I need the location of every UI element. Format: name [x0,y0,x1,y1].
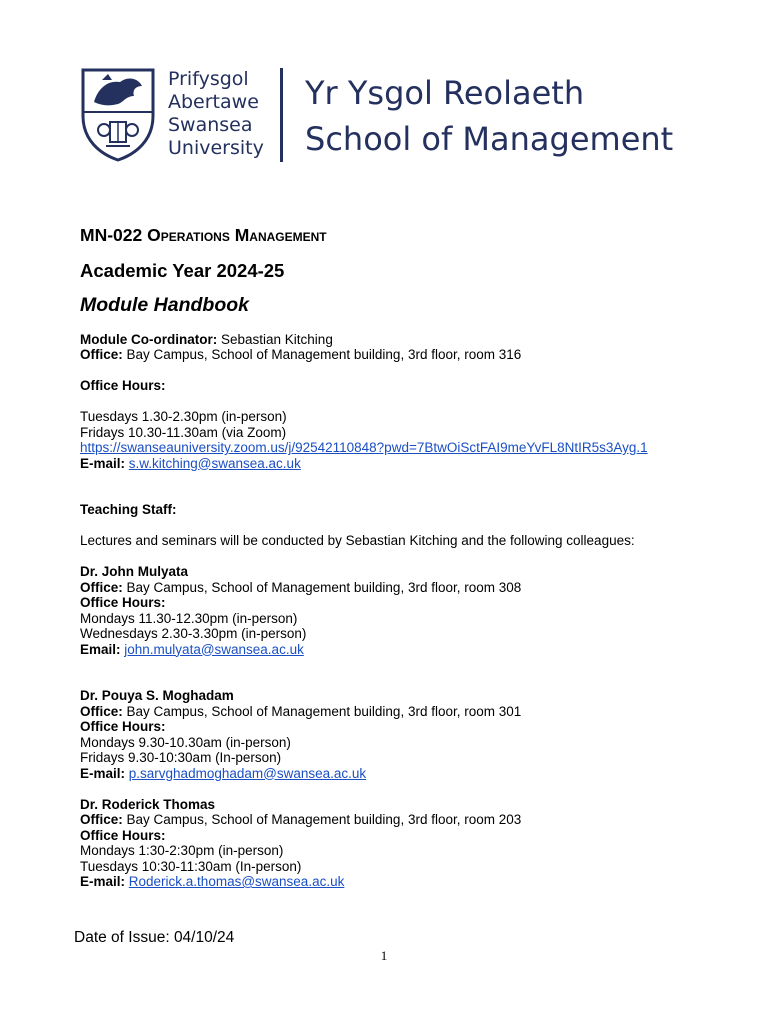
office-hours-heading: Office Hours: [80,827,166,843]
email-label: Email: [80,641,121,657]
page-header [80,66,700,166]
staff-office-line [80,812,700,828]
office-hours-item: Mondays 11.30-12.30pm (in-person) [80,610,298,626]
coordinator-label: Module Co-ordinator: [80,331,218,347]
coordinator-office-line [80,347,700,363]
staff-entry [80,797,700,890]
university-name-line: Abertawe [168,91,259,113]
handbook-title: Module Handbook [80,294,249,316]
staff-email-line [80,642,700,658]
academic-year: Academic Year 2024-25 [80,259,285,281]
university-name-line: Swansea [168,114,253,136]
email-label: E-mail: [80,765,126,781]
office-location: Bay Campus, School of Management building, 3rd floor, room 203 [126,812,522,827]
page-number: 1 [380,948,388,963]
office-hours-item: Wednesdays 2.30-3.30pm (in-person) [80,626,307,641]
university-name-line: Prifysgol [168,68,249,90]
office-location: Bay Campus, School of Management building, 3rd floor, room 301 [126,703,522,719]
module-name: Operations Management [147,225,327,245]
office-hours-heading: Office Hours: [80,719,166,734]
staff-office-line [80,580,700,596]
staff-email-link[interactable]: john.mulyata@swansea.ac.uk [124,641,304,657]
date-of-issue: Date of Issue: 04/10/24 [74,929,235,946]
staff-name: Dr. Roderick Thomas [80,796,216,812]
office-hours-item: Tuesdays 1.30-2.30pm (in-person) [80,409,287,424]
staff-email-line [80,874,700,890]
school-name-welsh: Yr Ysgol Reolaeth [305,74,585,112]
office-hours-item: Fridays 9.30-10:30am (In-person) [80,750,282,765]
university-crest-icon [80,66,156,162]
zoom-link[interactable]: https://swanseauniversity.zoom.us/j/92542110848?pwd=7BtwOiSctFAI9meYvFL8NtIR5s3Ayg.1 [80,440,648,455]
staff-email-link[interactable]: p.sarvghadmoghadam@swansea.ac.uk [128,765,367,781]
office-location: Bay Campus, School of Management building, 3rd floor, room 308 [126,579,522,595]
coordinator-name: Sebastian Kitching [221,331,333,347]
staff-email-link[interactable]: Roderick.a.thomas@swansea.ac.uk [128,874,345,889]
teaching-staff-heading: Teaching Staff: [80,502,177,517]
coordinator-email-link[interactable]: s.w.kitching@swansea.ac.uk [128,455,301,471]
office-hours-item: Mondays 1:30-2:30pm (in-person) [80,843,284,858]
office-label: Office: [80,347,123,362]
module-title [80,225,700,245]
email-label: E-mail: [80,874,126,889]
office-hours-item: Tuesdays 10:30-11:30am (In-person) [80,858,302,874]
staff-name: Dr. Pouya S. Moghadam [80,688,234,703]
office-hours-item: Mondays 9.30-10.30am (in-person) [80,734,291,750]
staff-name: Dr. John Mulyata [80,564,189,579]
staff-email-line [80,766,700,782]
header-divider [280,68,283,162]
staff-entry [80,564,700,657]
email-label: E-mail: [80,455,126,471]
office-label: Office: [80,703,123,719]
school-name [305,70,673,162]
office-label: Office: [80,579,123,595]
coordinator-line [80,332,700,348]
office-location: Bay Campus, School of Management building, 3rd floor, room 316 [126,347,522,362]
module-code: MN-022 [80,225,143,245]
staff-entry [80,688,700,781]
teaching-staff-intro: Lectures and seminars will be conducted by Sebastian Kitching and the following colleagues: [80,533,635,548]
office-hours-item: Fridays 10.30-11.30am (via Zoom) [80,424,287,440]
document-body [80,225,700,890]
office-label: Office: [80,812,123,827]
school-name-english: School of Management [305,120,674,158]
staff-office-line [80,704,700,720]
university-name-line: University [168,137,264,159]
coordinator-email-line [80,456,700,472]
university-name [168,68,264,160]
office-hours-heading: Office Hours: [80,378,166,393]
office-hours-heading: Office Hours: [80,595,166,610]
